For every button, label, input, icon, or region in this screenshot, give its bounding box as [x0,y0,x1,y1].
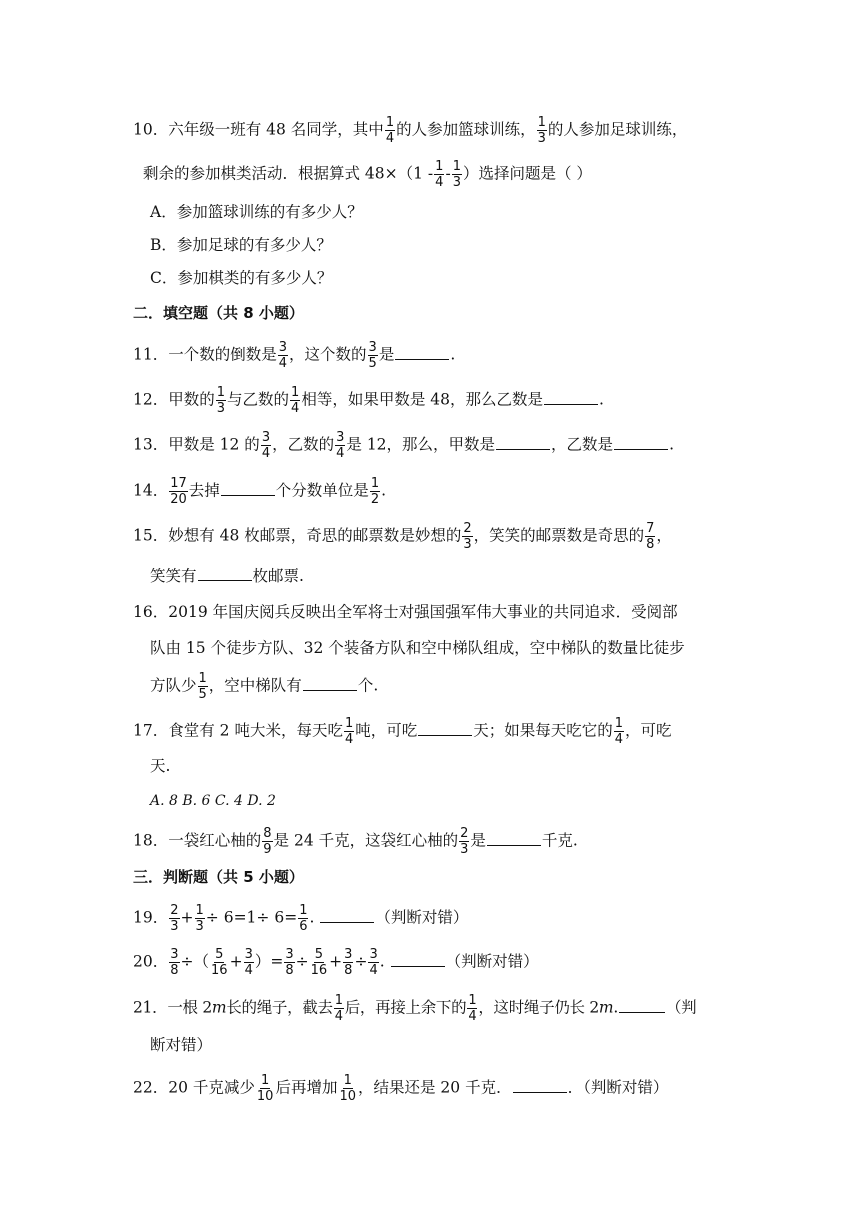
denominator: 4 [261,446,271,461]
fraction [244,948,254,977]
fraction [614,717,624,746]
denominator: 4 [334,1009,343,1024]
text-segment: 的人参加篮球训练， [396,120,536,139]
question-16-line-3 [150,672,378,701]
denominator: 3 [452,175,461,190]
answer-blank[interactable] [320,908,374,923]
denominator: 3 [463,537,472,552]
fraction [459,827,469,856]
text-segment: （判断对错） [375,908,469,927]
text-segment: 吨，可吃 [355,721,418,740]
denominator: 8 [344,963,353,978]
fraction [368,948,378,977]
answer-blank[interactable] [513,1078,567,1093]
numerator: 5 [215,947,224,962]
denominator: 4 [336,446,345,461]
text-segment: 妙想有 48 枚邮票，奇思的邮票数是妙想的 [168,526,462,545]
question-17-options: A. 8 B. 6 C. 4 D. 2 [150,793,276,809]
text-segment: - [445,164,451,183]
text-segment: 19． [133,908,169,927]
fraction [210,948,229,977]
text-segment: . [613,998,618,1017]
denominator: 3 [460,842,469,857]
text-segment: ÷ [354,952,368,971]
denominator: 4 [614,732,624,747]
numerator: 3 [170,947,179,962]
denominator: 9 [263,842,272,857]
fraction [195,904,205,933]
numerator: 3 [285,947,294,962]
denominator: 2 [370,492,380,507]
denominator: 3 [537,131,546,146]
question-11 [133,341,455,370]
text-segment: m [598,998,614,1017]
text-segment: 16． [133,603,169,621]
numerator: 3 [369,947,378,962]
answer-blank[interactable] [303,676,357,691]
text-segment: 20． [133,952,169,971]
question-16-line-1 [133,601,678,623]
fraction [385,116,395,145]
answer-blank[interactable] [395,345,449,360]
fraction [368,341,378,370]
question-number: 10． [133,120,169,139]
numerator: 1 [195,903,204,918]
numerator: 3 [344,947,353,962]
text-segment: . [379,952,385,971]
numerator: 1 [343,1073,352,1088]
text-segment: 18． [133,831,169,850]
denominator: 10 [256,1089,274,1104]
numerator: 1 [291,385,300,400]
numerator: 1 [614,716,624,731]
answer-blank[interactable] [496,435,550,450]
denominator: 3 [170,919,179,934]
answer-blank[interactable] [614,435,668,450]
denominator: 3 [195,919,204,934]
answer-blank[interactable] [487,831,541,846]
numerator: 1 [435,159,444,174]
fraction [284,948,294,977]
text-segment: （判断对错） [445,952,539,971]
text-segment: . [309,908,315,927]
option-b: B．参加足球的有多少人？ [150,236,332,254]
text-segment: 剩余的参加棋类活动．根据算式 48×（1 - [143,164,434,183]
fraction [343,948,353,977]
text-segment: 12． [133,390,169,409]
fraction [298,904,308,933]
text-segment: 相等，如果甲数是 48，那么乙数是 [301,390,543,409]
fraction [334,994,344,1023]
question-15-line-2 [150,565,304,587]
numerator: 2 [463,521,472,536]
text-segment: 与乙数的 [227,390,290,409]
answer-blank[interactable] [198,566,252,581]
text-segment: m [211,998,227,1017]
numerator: 1 [299,903,308,918]
question-15-line-1 [133,522,672,551]
answer-blank[interactable] [619,998,665,1013]
question-13 [133,431,674,460]
question-22 [133,1074,668,1103]
text-segment: ）选择问题是（ ） [462,164,592,183]
text-segment: 是 12，那么，甲数是 [346,435,496,454]
denominator: 5 [368,356,377,371]
answer-blank[interactable] [221,481,275,496]
text-segment: 枚邮票. [252,567,304,585]
section-heading-true-false: 三．判断题（共 5 小题） [133,868,304,886]
numerator: 1 [370,476,380,491]
text-segment: ÷ [295,952,309,971]
text-segment: 14． [133,481,169,500]
fraction [645,522,655,551]
question-21-line-1 [133,994,696,1023]
text-segment: 一袋红心柚的 [168,831,262,850]
fraction [290,386,300,415]
numerator: 1 [385,115,395,130]
fraction [335,431,345,460]
text-segment: . [669,435,674,454]
text-segment: 一根 2 [167,998,212,1017]
fraction [278,341,288,370]
fraction [216,386,226,415]
text-segment: 的人参加足球训练， [547,120,688,139]
question-18 [133,827,578,856]
fraction [434,160,444,189]
text-segment: 一个数的倒数是 [168,345,277,364]
question-21-line-2: 断对错） [150,1036,213,1054]
text-segment: 13． [133,435,169,454]
denominator: 8 [285,963,294,978]
fraction [261,431,271,460]
numerator: 3 [244,947,253,962]
text-segment: . [381,481,387,500]
numerator: 7 [646,521,655,536]
question-17-line-2: 天. [150,757,171,775]
numerator: 5 [314,947,324,962]
text-segment: 个分数单位是 [275,481,369,500]
denominator: 3 [216,401,226,416]
text-segment: ，这时绳子仍长 2 [478,998,599,1017]
fraction [467,994,477,1023]
section-heading-fill-blank: 二．填空题（共 8 小题） [133,304,304,322]
text-segment: 是 [378,345,395,364]
question-19 [133,904,468,933]
text-segment: ，乙数是 [551,435,614,454]
fraction [462,522,472,551]
denominator: 10 [339,1089,356,1104]
text-segment: + [229,952,243,971]
denominator: 16 [211,963,228,978]
text-segment: ÷ 6=1÷ 6= [205,908,298,927]
answer-blank[interactable] [418,721,472,736]
numerator: 8 [263,826,272,841]
text-segment: ）= [254,952,284,971]
text-segment: 后再增加 [275,1078,338,1097]
denominator: 4 [468,1009,477,1024]
fraction [370,477,380,506]
text-segment: 去掉 [188,481,220,500]
text-segment: ，这个数的 [289,345,367,364]
question-10-line-1 [133,116,687,145]
question-14 [133,477,386,506]
denominator: 4 [244,963,253,978]
numerator: 1 [537,115,546,130]
question-10-line-2 [143,160,592,189]
numerator: 1 [198,671,207,686]
text-segment: 个. [357,676,379,695]
text-segment: 22． [133,1078,169,1097]
text-segment: 17． [133,721,169,740]
text-segment: ，笑笑的邮票数是奇思的 [473,526,645,545]
question-16-line-2: 队由 15 个徒步方队、32 个装备方队和空中梯队组成，空中梯队的数量比徒步 [150,639,685,657]
text-segment: + [329,952,343,971]
question-17-line-1 [133,717,672,746]
question-12 [133,386,604,415]
fraction [338,1074,357,1103]
text-segment: 后，再接上余下的 [344,998,467,1017]
numerator: 1 [452,159,461,174]
text-segment: . [450,345,456,364]
text-segment: ，结果还是 20 千克． [358,1078,512,1097]
denominator: 4 [369,963,378,978]
fraction [537,116,547,145]
denominator: 16 [310,963,328,978]
text-segment: 六年级一班有 48 名同学，其中 [168,120,384,139]
fraction [262,827,272,856]
text-segment: ，空中梯队有 [208,676,302,695]
fraction [310,948,329,977]
numerator: 1 [334,993,343,1008]
text-segment: 是 [470,831,486,850]
numerator: 3 [336,430,345,445]
fraction [169,948,179,977]
fraction [256,1074,275,1103]
text-segment: 20 千克减少 [168,1078,255,1097]
fraction [344,717,354,746]
numerator: 2 [460,826,469,841]
fraction [169,904,179,933]
numerator: 1 [344,716,354,731]
denominator: 8 [170,963,179,978]
denominator: 4 [278,356,288,371]
question-20 [133,948,539,977]
text-segment: . [598,390,604,409]
denominator: 4 [435,175,444,190]
text-segment: ÷（ [180,952,210,971]
denominator: 4 [385,131,395,146]
option-a: A．参加篮球训练的有多少人？ [150,203,363,221]
denominator: 4 [291,401,300,416]
text-segment: 甲数是 12 的 [168,435,260,454]
text-segment: 食堂有 2 吨大米，每天吃 [168,721,343,740]
text-segment: 笑笑有 [150,567,197,585]
denominator: 6 [299,919,308,934]
numerator: 2 [170,903,179,918]
denominator: 4 [344,732,354,747]
text-segment: ，乙数的 [272,435,335,454]
text-segment: 11． [133,345,169,364]
text-segment: 21． [133,998,168,1017]
text-segment: ， [656,526,672,545]
text-segment: ，可吃 [625,721,672,740]
answer-blank[interactable] [544,390,598,405]
denominator: 8 [646,537,655,552]
numerator: 3 [278,340,288,355]
numerator: 17 [170,476,187,491]
text-segment: 甲数的 [168,390,215,409]
text-segment: （判 [665,998,697,1017]
numerator: 1 [216,385,226,400]
fraction [452,160,462,189]
numerator: 1 [261,1073,270,1088]
text-segment: 是 24 千克，这袋红心柚的 [273,831,459,850]
answer-blank[interactable] [391,952,445,967]
text-segment: 天；如果每天吃它的 [473,721,613,740]
denominator: 20 [170,492,187,507]
text-segment: 方队少 [150,676,197,695]
text-segment: + [180,908,194,927]
denominator: 5 [198,687,207,702]
text-segment: 千克. [541,831,578,850]
numerator: 1 [468,993,477,1008]
text-segment: 长的绳子，截去 [226,998,333,1017]
text-segment: 2019 年国庆阅兵反映出全军将士对强国强军伟大事业的共同追求．受阅部 [168,603,678,621]
numerator: 3 [261,430,271,445]
option-c: C．参加棋类的有多少人？ [150,269,333,287]
numerator: 3 [368,340,377,355]
text-segment: ．（判断对错） [567,1078,669,1097]
fraction [169,477,188,506]
fraction [198,672,208,701]
text-segment: 15． [133,526,169,545]
